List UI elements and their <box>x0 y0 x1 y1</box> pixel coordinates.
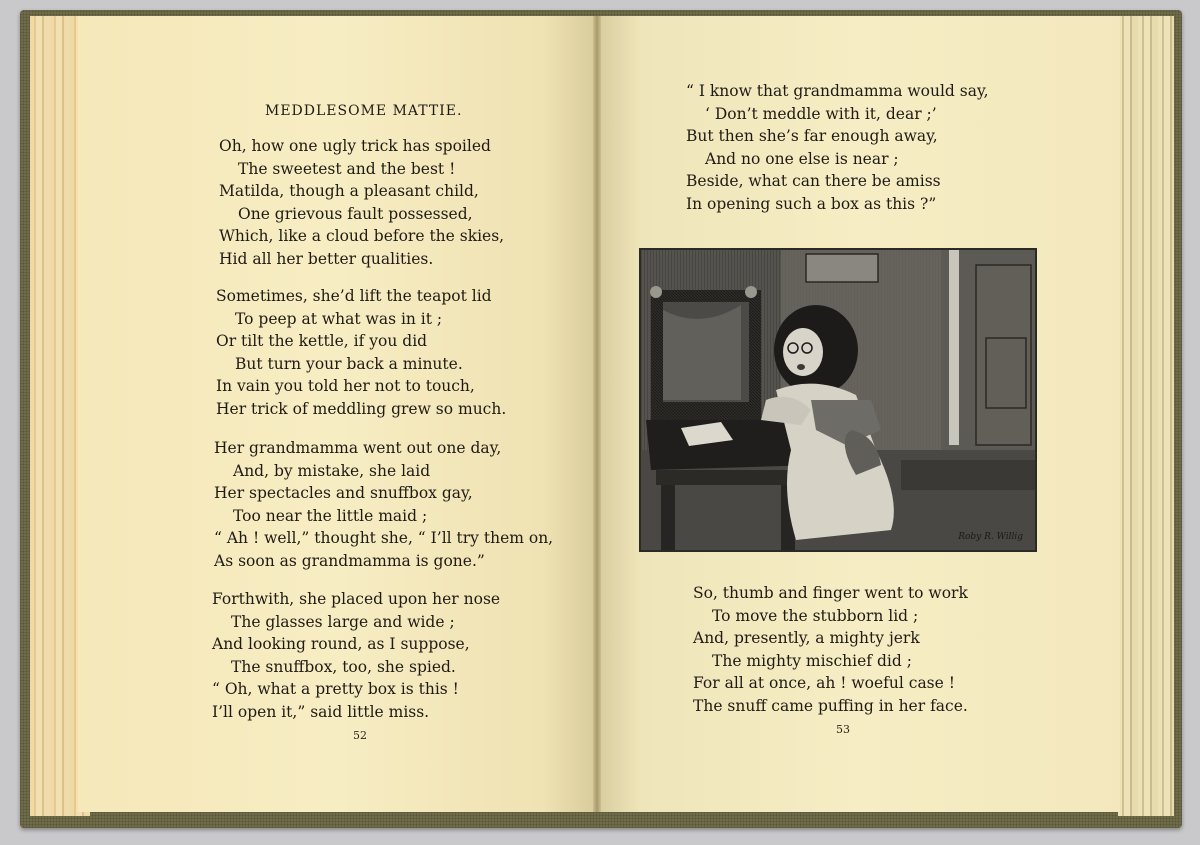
verse-line: Her spectacles and snuffbox gay, <box>214 484 473 503</box>
verse-line: The snuff came puffing in her face. <box>693 696 968 715</box>
right-stanza-1 <box>686 80 989 216</box>
verse-line: Her trick of meddling grew so much. <box>216 399 507 418</box>
verse-line: Which, like a cloud before the skies, <box>219 227 505 246</box>
verse-line: But turn your back a minute. <box>235 354 463 373</box>
verse-line: And, presently, a mighty jerk <box>693 629 920 648</box>
right-stanza-2 <box>693 582 968 718</box>
verse-line: Or tilt the kettle, if you did <box>216 332 428 351</box>
verse-line: Too near the little maid ; <box>233 506 428 525</box>
verse-line: So, thumb and finger went to work <box>693 584 968 602</box>
verse-line: To move the stubborn lid ; <box>712 606 919 625</box>
verse-line: As soon as grandmamma is gone.” <box>214 551 485 570</box>
illustration-engraving <box>639 248 1037 552</box>
verse-line: Hid all her better qualities. <box>219 249 434 268</box>
verse-line: To peep at what was in it ; <box>235 309 443 328</box>
poem-title: MEDDLESOME MATTIE. <box>265 103 463 119</box>
verse-line: One grievous fault possessed, <box>238 204 473 223</box>
verse-line: Her grandmamma went out one day, <box>214 439 502 457</box>
verse-line: The glasses large and wide ; <box>231 612 455 631</box>
verse-line: “ I know that grandmamma would say, <box>686 82 989 100</box>
left-stanza-3 <box>214 437 553 573</box>
left-stanza-1 <box>219 135 504 271</box>
verse-line: ‘ Don’t meddle with it, dear ;’ <box>705 104 937 123</box>
verse-line: In vain you told her not to touch, <box>216 377 475 396</box>
verse-line: Forthwith, she placed upon her nose <box>212 590 501 608</box>
right-page-edges <box>1118 16 1174 816</box>
verse-line: Matilda, though a pleasant child, <box>219 182 479 201</box>
verse-line: And no one else is near ; <box>705 149 899 168</box>
page-number-right: 53 <box>836 723 850 736</box>
verse-line: “ Ah ! well,” thought she, “ I’ll try them on, <box>214 529 554 548</box>
verse-line: And, by mistake, she laid <box>233 461 431 480</box>
verse-line: Oh, how one ugly trick has spoiled <box>219 137 491 155</box>
verse-line: The sweetest and the best ! <box>238 159 456 178</box>
verse-line: And looking round, as I suppose, <box>212 635 470 654</box>
left-stanza-4 <box>212 588 500 724</box>
verse-line: In opening such a box as this ?” <box>686 194 937 213</box>
verse-line: Beside, what can there be amiss <box>686 172 941 191</box>
left-stanza-2 <box>216 285 506 421</box>
verse-line: The snuffbox, too, she spied. <box>231 657 456 676</box>
verse-line: “ Oh, what a pretty box is this ! <box>212 680 459 699</box>
artist-signature: Roby R. Willig <box>958 532 1023 542</box>
page-number-left: 52 <box>353 729 367 742</box>
verse-line: I’ll open it,” said little miss. <box>212 702 430 721</box>
verse-line: For all at once, ah ! woeful case ! <box>693 674 955 693</box>
girl-with-snuffbox-illustration <box>641 250 1035 550</box>
verse-line: The mighty mischief did ; <box>712 651 912 670</box>
verse-line: Sometimes, she’d lift the teapot lid <box>216 287 492 305</box>
book-gutter <box>593 16 601 812</box>
verse-line: But then she’s far enough away, <box>686 127 938 146</box>
